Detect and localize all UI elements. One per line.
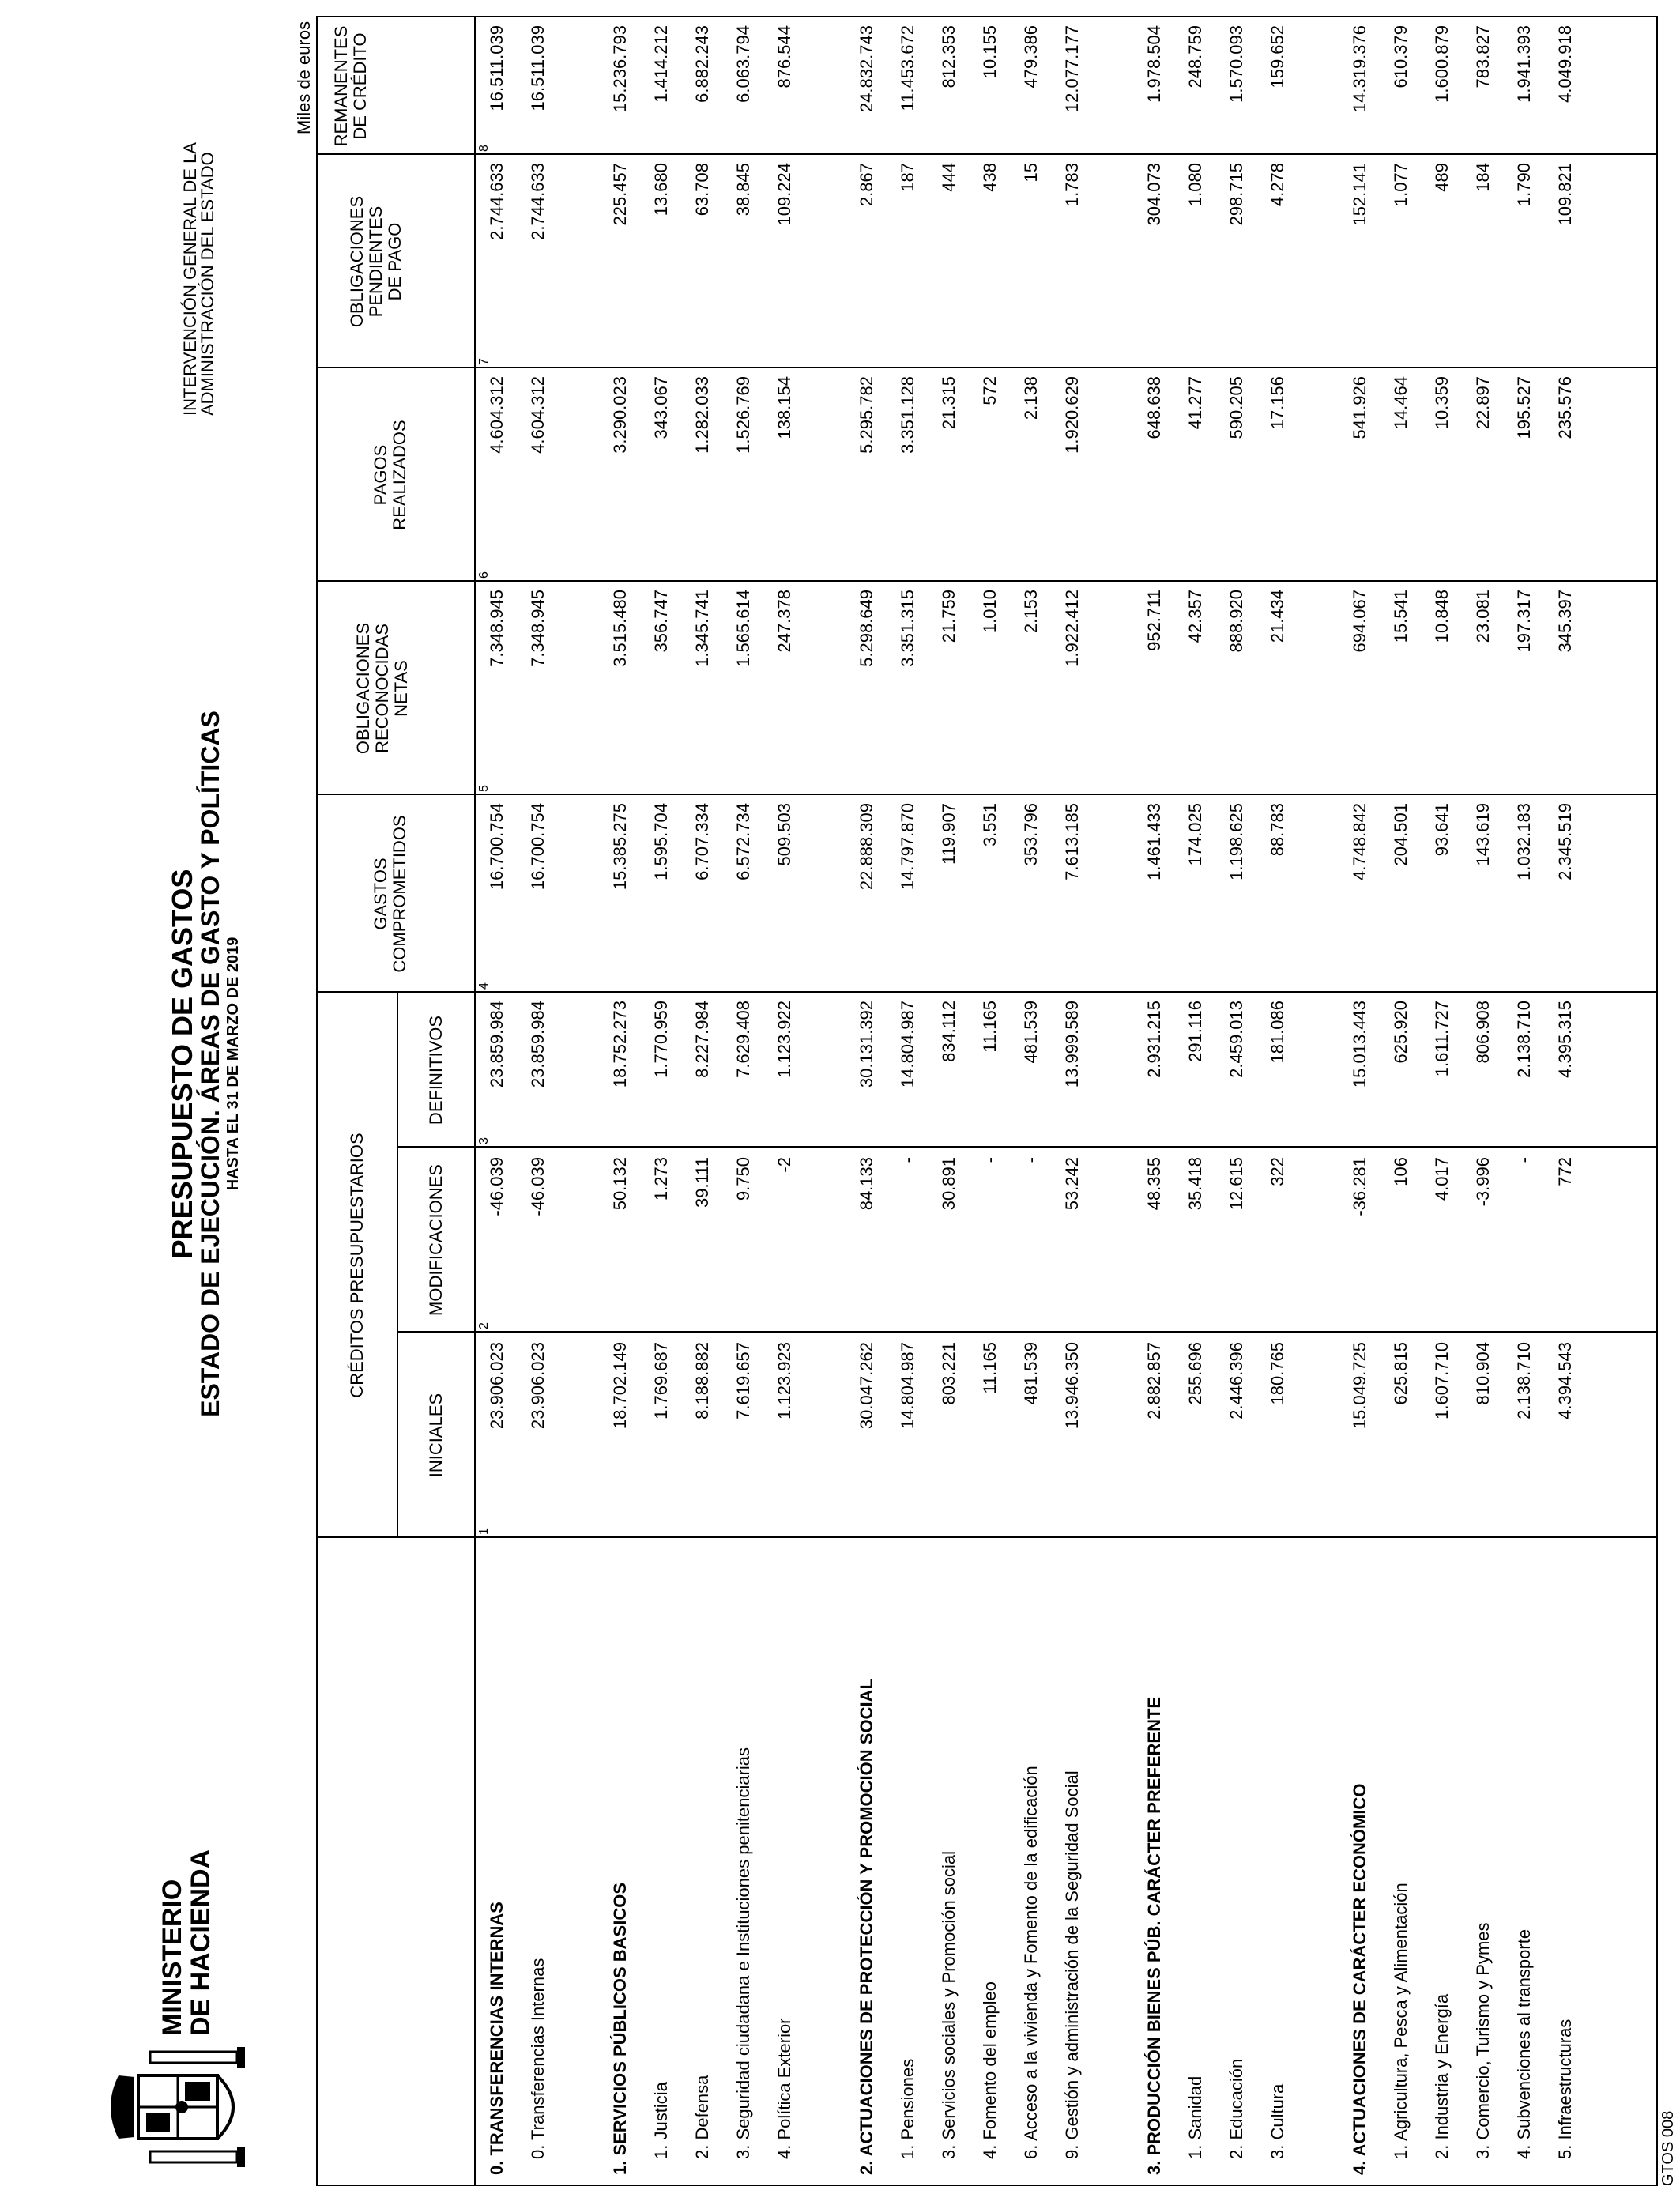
row-value-col-8: 1.570.093 [1226, 25, 1246, 103]
row-value-col-3: 806.908 [1473, 1001, 1493, 1064]
row-value-col-5: 7.348.945 [528, 590, 548, 667]
ministry-line-2: DE HACIENDA [186, 1849, 216, 2036]
row-value-col-8: 10.155 [980, 25, 1000, 79]
row-label: 0. Transferencias Internas [528, 1958, 548, 2159]
row-value-col-4: 4.748.842 [1350, 803, 1369, 880]
row-value-col-4: 143.619 [1473, 803, 1493, 866]
table-row [1432, 0, 1463, 2194]
row-label: 2. Educación [1226, 2058, 1246, 2159]
row-value-col-4: 7.613.185 [1062, 803, 1082, 880]
row-label: 3. PRODUCCIÓN BIENES PÚB. CARÁCTER PREFERENTE [1144, 1696, 1164, 2175]
header-pagos-1: PAGOS [371, 444, 390, 506]
row-value-col-7: 2.744.633 [487, 163, 507, 240]
row-value-col-5: 10.848 [1432, 590, 1452, 643]
column-number-2: 2 [477, 1322, 491, 1329]
row-value-col-6: 4.604.312 [528, 376, 548, 454]
row-value-col-1: 23.906.023 [528, 1342, 548, 1430]
row-value-col-8: 812.353 [939, 25, 959, 89]
row-value-col-1: 180.765 [1268, 1342, 1287, 1405]
row-value-col-4: 22.888.309 [857, 803, 876, 891]
row-value-col-2: 30.891 [939, 1157, 959, 1211]
row-value-col-4: 204.501 [1391, 803, 1411, 866]
header-pendientes [348, 155, 405, 368]
row-value-col-8: 14.319.376 [1350, 25, 1369, 113]
row-value-col-2: 39.111 [692, 1157, 712, 1208]
row-label: 3. Cultura [1268, 2083, 1287, 2159]
row-value-col-3: 834.112 [939, 1001, 959, 1062]
row-label: 5. Infraestructuras [1555, 2019, 1575, 2159]
row-label: 2. Defensa [692, 2075, 712, 2159]
header-pendientes-3: DE PAGO [385, 222, 405, 301]
row-value-col-1: 8.188.882 [692, 1342, 712, 1419]
row-value-col-4: 15.385.275 [610, 803, 630, 891]
row-value-col-1: 23.906.023 [487, 1342, 507, 1430]
table-row [1226, 0, 1258, 2194]
row-value-col-7: 38.845 [733, 163, 753, 217]
row-value-col-4: 93.641 [1432, 803, 1452, 857]
coat-of-arms-icon [103, 2044, 261, 2170]
row-value-col-1: 15.049.725 [1350, 1342, 1369, 1430]
row-value-col-8: 12.077.177 [1062, 25, 1082, 113]
row-value-col-5: 21.434 [1268, 590, 1287, 643]
row-value-col-7: 13.680 [651, 163, 671, 217]
row-label: 6. Acceso a la vivienda y Fomento de la edificación [1021, 1766, 1041, 2159]
row-value-col-3: 13.999.589 [1062, 1001, 1082, 1088]
office-line-1: INTERVENCIÓN GENERAL DE LA [180, 142, 200, 416]
row-value-col-1: 14.804.987 [898, 1342, 917, 1430]
row-value-col-3: 1.123.922 [774, 1001, 794, 1078]
row-value-col-5: 247.378 [774, 590, 794, 653]
row-value-col-5: 3.515.480 [610, 590, 630, 667]
row-value-col-6: 1.526.769 [733, 376, 753, 454]
row-value-col-2: -36.281 [1350, 1157, 1369, 1216]
row-value-col-5: 1.010 [980, 590, 1000, 634]
row-value-col-7: 109.224 [774, 163, 794, 226]
row-label: 1. Justicia [651, 2082, 671, 2159]
row-value-col-5: 7.348.945 [487, 590, 507, 667]
row-value-col-5: 694.067 [1350, 590, 1369, 653]
table-row [857, 0, 888, 2194]
row-value-col-5: 42.357 [1185, 590, 1205, 643]
column-number-5: 5 [477, 785, 491, 792]
row-value-col-6: 21.315 [939, 376, 959, 430]
row-value-col-8: 6.882.243 [692, 25, 712, 103]
row-value-col-3: 2.138.710 [1514, 1001, 1534, 1078]
row-value-col-7: 63.708 [692, 163, 712, 217]
row-value-col-3: 23.859.984 [487, 1001, 507, 1088]
row-value-col-8: 15.236.793 [610, 25, 630, 113]
row-value-col-3: 1.770.959 [651, 1001, 671, 1078]
table-row [651, 0, 683, 2194]
row-value-col-8: 4.049.918 [1555, 25, 1575, 103]
row-value-col-7: 444 [939, 163, 959, 192]
row-value-col-1: 7.619.657 [733, 1342, 753, 1419]
row-value-col-7: 2.744.633 [528, 163, 548, 240]
row-value-col-2: - [1514, 1157, 1534, 1163]
row-value-col-7: 152.141 [1350, 163, 1369, 226]
header-remanentes [332, 17, 370, 155]
row-value-col-8: 16.511.039 [528, 25, 548, 111]
row-label: 0. TRANSFERENCIAS INTERNAS [487, 1902, 507, 2175]
row-value-col-7: 304.073 [1144, 163, 1164, 226]
row-label: 1. Pensiones [898, 2058, 917, 2159]
table-row [774, 0, 806, 2194]
row-value-col-7: 1.790 [1514, 163, 1534, 207]
column-number-4: 4 [477, 982, 491, 990]
row-label: 4. ACTUACIONES DE CARÁCTER ECONÓMICO [1350, 1783, 1369, 2175]
header-obligaciones-2: RECONOCIDAS [372, 624, 392, 753]
row-value-col-1: 1.123.923 [774, 1342, 794, 1419]
row-value-col-3: 481.539 [1021, 1001, 1041, 1064]
header-obligaciones-1: OBLIGACIONES [353, 622, 373, 755]
header-pagos-2: REALIZADOS [390, 420, 409, 530]
ministry-line-1: MINISTERIO [157, 1879, 187, 2036]
row-value-col-3: 181.086 [1268, 1001, 1287, 1064]
row-value-col-3: 11.165 [980, 1001, 1000, 1053]
header-gastos-1: GASTOS [371, 858, 390, 930]
row-value-col-7: 4.278 [1268, 163, 1287, 207]
row-value-col-5: 1.345.741 [692, 590, 712, 667]
ministry-name [158, 1849, 215, 2036]
row-value-col-5: 3.351.315 [898, 590, 917, 667]
header-definitivos: DEFINITIVOS [426, 1015, 446, 1125]
row-value-col-6: 572 [980, 376, 1000, 405]
row-label: 4. Fomento del empleo [980, 1981, 1000, 2159]
row-value-col-2: -46.039 [487, 1157, 507, 1216]
header-iniciales: INICIALES [426, 1393, 446, 1478]
row-value-col-8: 1.941.393 [1514, 25, 1534, 103]
row-value-col-7: 298.715 [1226, 163, 1246, 226]
row-value-col-1: 4.394.543 [1555, 1342, 1575, 1419]
row-value-col-3: 2.931.215 [1144, 1001, 1164, 1078]
row-value-col-3: 8.227.984 [692, 1001, 712, 1078]
row-value-col-5: 5.298.649 [857, 590, 876, 667]
header-pagos [371, 368, 409, 582]
row-value-col-3: 7.629.408 [733, 1001, 753, 1078]
table-row [980, 0, 1011, 2194]
row-value-col-7: 184 [1473, 163, 1493, 192]
row-value-col-8: 1.414.212 [651, 25, 671, 103]
row-value-col-4: 174.025 [1185, 803, 1205, 866]
row-value-col-1: 2.882.857 [1144, 1342, 1164, 1419]
row-value-col-6: 3.351.128 [898, 376, 917, 454]
row-value-col-5: 21.759 [939, 590, 959, 643]
row-value-col-8: 6.063.794 [733, 25, 753, 103]
row-label: 2. ACTUACIONES DE PROTECCIÓN Y PROMOCIÓN SOCIAL [857, 1679, 876, 2175]
row-value-col-8: 479.386 [1021, 25, 1041, 89]
header-modificaciones: MODIFICACIONES [426, 1164, 446, 1316]
row-value-col-2: 50.132 [610, 1157, 630, 1211]
row-value-col-4: 3.551 [980, 803, 1000, 847]
header-pendientes-2: PENDIENTES [366, 205, 386, 318]
row-value-col-2: -3.996 [1473, 1157, 1493, 1207]
row-value-col-8: 783.827 [1473, 25, 1493, 89]
row-value-col-6: 138.154 [774, 376, 794, 439]
row-value-col-5: 23.081 [1473, 590, 1493, 643]
row-value-col-5: 952.711 [1144, 590, 1164, 651]
row-value-col-7: 15 [1021, 163, 1041, 183]
row-value-col-1: 810.904 [1473, 1342, 1493, 1405]
table-row [733, 0, 765, 2194]
row-value-col-5: 15.541 [1391, 590, 1411, 643]
header-gastos [371, 795, 409, 993]
row-value-col-6: 590.205 [1226, 376, 1246, 439]
row-value-col-2: -46.039 [528, 1157, 548, 1216]
row-value-col-2: 48.355 [1144, 1157, 1164, 1211]
row-value-col-2: 9.750 [733, 1157, 753, 1201]
table-row [1268, 0, 1299, 2194]
row-value-col-6: 14.464 [1391, 376, 1411, 430]
row-value-col-1: 18.702.149 [610, 1342, 630, 1430]
row-value-col-2: 35.418 [1185, 1157, 1205, 1211]
row-value-col-5: 888.920 [1226, 590, 1246, 653]
row-value-col-6: 41.277 [1185, 376, 1205, 430]
row-value-col-6: 4.604.312 [487, 376, 507, 454]
table-row [1144, 0, 1176, 2194]
row-value-col-4: 2.345.519 [1555, 803, 1575, 880]
table-row [1021, 0, 1053, 2194]
row-value-col-7: 109.821 [1555, 163, 1575, 226]
row-value-col-5: 2.153 [1021, 590, 1041, 634]
office-line-2: ADMINISTRACIÓN DEL ESTADO [198, 152, 217, 416]
row-value-col-6: 3.290.023 [610, 376, 630, 454]
row-value-col-2: - [898, 1157, 917, 1163]
header-gastos-2: COMPROMETIDOS [390, 815, 409, 973]
row-value-col-8: 159.652 [1268, 25, 1287, 89]
row-value-col-4: 6.572.734 [733, 803, 753, 880]
row-value-col-3: 291.116 [1185, 1001, 1205, 1062]
row-value-col-3: 23.859.984 [528, 1001, 548, 1088]
row-value-col-1: 803.221 [939, 1342, 959, 1405]
row-value-col-2: 1.273 [651, 1157, 671, 1201]
table-row [939, 0, 970, 2194]
row-value-col-1: 481.539 [1021, 1342, 1041, 1405]
row-value-col-6: 1.920.629 [1062, 376, 1082, 454]
row-value-col-7: 2.867 [857, 163, 876, 207]
row-value-col-3: 15.013.443 [1350, 1001, 1369, 1088]
table-row [1062, 0, 1094, 2194]
row-value-col-4: 16.700.754 [487, 803, 507, 891]
row-value-col-2: 84.133 [857, 1157, 876, 1211]
row-value-col-3: 2.459.013 [1226, 1001, 1246, 1078]
row-value-col-4: 119.907 [939, 803, 959, 865]
row-value-col-7: 1.080 [1185, 163, 1205, 207]
row-value-col-3: 18.752.273 [610, 1001, 630, 1088]
row-value-col-2: 12.615 [1226, 1157, 1246, 1211]
header-obligaciones-3: NETAS [391, 660, 411, 717]
row-value-col-4: 1.198.625 [1226, 803, 1246, 880]
row-value-col-8: 24.832.743 [857, 25, 876, 113]
row-value-col-7: 1.783 [1062, 163, 1082, 207]
row-value-col-5: 197.317 [1514, 590, 1534, 653]
row-value-col-6: 2.138 [1021, 376, 1041, 420]
row-value-col-2: 106 [1391, 1157, 1411, 1186]
row-value-col-7: 438 [980, 163, 1000, 192]
row-label: 3. Comercio, Turismo y Pymes [1473, 1922, 1493, 2159]
row-value-col-7: 225.457 [610, 163, 630, 226]
row-value-col-7: 489 [1432, 163, 1452, 192]
row-value-col-8: 1.978.504 [1144, 25, 1164, 103]
table-row [692, 0, 724, 2194]
header-creditos: CRÉDITOS PRESUPUESTARIOS [347, 1133, 367, 1398]
header-remanentes-1: REMANENTES [331, 25, 351, 147]
table-row [1555, 0, 1587, 2194]
row-label: 3. Seguridad ciudadana e Instituciones penitenciarias [733, 1747, 753, 2159]
row-value-col-4: 14.797.870 [898, 803, 917, 891]
row-value-col-6: 648.638 [1144, 376, 1164, 439]
row-value-col-1: 2.138.710 [1514, 1342, 1534, 1419]
row-label: 2. Industria y Energía [1432, 1993, 1452, 2159]
table-row [528, 0, 559, 2194]
row-value-col-6: 5.295.782 [857, 376, 876, 454]
row-value-col-7: 1.077 [1391, 163, 1411, 207]
row-value-col-1: 625.815 [1391, 1342, 1411, 1405]
row-value-col-1: 1.607.710 [1432, 1342, 1452, 1419]
row-value-col-4: 88.783 [1268, 803, 1287, 857]
row-value-col-8: 11.453.672 [898, 25, 917, 111]
column-number-6: 6 [477, 571, 491, 579]
page-title: PRESUPUESTO DE GASTOS [166, 869, 198, 1259]
header-remanentes-2: DE CRÉDITO [350, 32, 370, 140]
column-number-3: 3 [477, 1137, 491, 1144]
column-number-1: 1 [477, 1528, 491, 1535]
table-row [1350, 0, 1381, 2194]
table-row [898, 0, 929, 2194]
row-value-col-2: 4.017 [1432, 1157, 1452, 1201]
row-label: 3. Servicios sociales y Promoción social [939, 1850, 959, 2159]
row-value-col-6: 22.897 [1473, 376, 1493, 430]
row-value-col-2: 772 [1555, 1157, 1575, 1186]
row-value-col-8: 876.544 [774, 25, 794, 89]
units-label: Miles de euros [294, 21, 314, 134]
row-label: 9. Gestión y administración de la Seguridad Social [1062, 1770, 1082, 2159]
row-label: 4. Subvenciones al transporte [1514, 1928, 1534, 2159]
row-value-col-1: 30.047.262 [857, 1342, 876, 1430]
row-value-col-2: - [1021, 1157, 1041, 1163]
row-value-col-4: 6.707.334 [692, 803, 712, 880]
row-value-col-2: 322 [1268, 1157, 1287, 1186]
row-value-col-3: 30.131.392 [857, 1001, 876, 1088]
row-label: 4. Política Exterior [774, 2018, 794, 2159]
row-value-col-7: 187 [898, 163, 917, 192]
row-value-col-6: 1.282.033 [692, 376, 712, 454]
table-row [487, 0, 518, 2194]
footer-code: GTOS 008 [1659, 2110, 1677, 2186]
row-value-col-3: 1.611.727 [1432, 1001, 1452, 1077]
row-value-col-3: 625.920 [1391, 1001, 1411, 1064]
office-name [180, 142, 217, 416]
row-value-col-4: 16.700.754 [528, 803, 548, 891]
table-row [1185, 0, 1217, 2194]
column-number-7: 7 [477, 358, 491, 365]
row-value-col-3: 14.804.987 [898, 1001, 917, 1088]
row-value-col-8: 16.511.039 [487, 25, 507, 111]
row-value-col-6: 343.067 [651, 376, 671, 439]
row-value-col-2: 53.242 [1062, 1157, 1082, 1211]
row-value-col-2: -2 [774, 1157, 794, 1173]
row-value-col-8: 610.379 [1391, 25, 1411, 89]
row-value-col-8: 248.759 [1185, 25, 1205, 89]
row-value-col-3: 4.395.315 [1555, 1001, 1575, 1078]
row-value-col-6: 10.359 [1432, 376, 1452, 430]
row-label: 1. SERVICIOS PÚBLICOS BASICOS [610, 1882, 630, 2175]
row-value-col-4: 1.595.704 [651, 803, 671, 880]
row-value-col-4: 1.032.183 [1514, 803, 1534, 880]
header-obligaciones [354, 582, 411, 795]
row-value-col-2: - [980, 1157, 1000, 1163]
row-value-col-5: 356.747 [651, 590, 671, 653]
row-value-col-1: 11.165 [980, 1342, 1000, 1394]
row-value-col-6: 17.156 [1268, 376, 1287, 430]
row-label: 1. Agricultura, Pesca y Alimentación [1391, 1883, 1411, 2159]
table-row [1473, 0, 1505, 2194]
date-line: HASTA EL 31 DE MARZO DE 2019 [224, 937, 242, 1191]
page-subtitle: ESTADO DE EJECUCIÓN. ÁREAS DE GASTO Y POLÍTICAS [196, 711, 224, 1417]
row-value-col-4: 1.461.433 [1144, 803, 1164, 880]
row-value-col-4: 509.503 [774, 803, 794, 866]
row-value-col-1: 1.769.687 [651, 1342, 671, 1419]
row-value-col-6: 235.576 [1555, 376, 1575, 439]
row-value-col-1: 13.946.350 [1062, 1342, 1082, 1430]
row-value-col-5: 1.922.412 [1062, 590, 1082, 667]
row-label: 1. Sanidad [1185, 2075, 1205, 2159]
header-pendientes-1: OBLIGACIONES [347, 195, 367, 328]
column-number-8: 8 [477, 145, 491, 152]
row-value-col-5: 1.565.614 [733, 590, 753, 667]
row-value-col-1: 2.446.396 [1226, 1342, 1246, 1419]
row-value-col-4: 353.796 [1021, 803, 1041, 866]
table-row [610, 0, 642, 2194]
row-value-col-5: 345.397 [1555, 590, 1575, 653]
row-value-col-6: 541.926 [1350, 376, 1369, 439]
row-value-col-1: 255.696 [1185, 1342, 1205, 1405]
table-row [1391, 0, 1422, 2194]
row-value-col-8: 1.600.879 [1432, 25, 1452, 103]
row-value-col-6: 195.527 [1514, 376, 1534, 439]
table-row [1514, 0, 1546, 2194]
